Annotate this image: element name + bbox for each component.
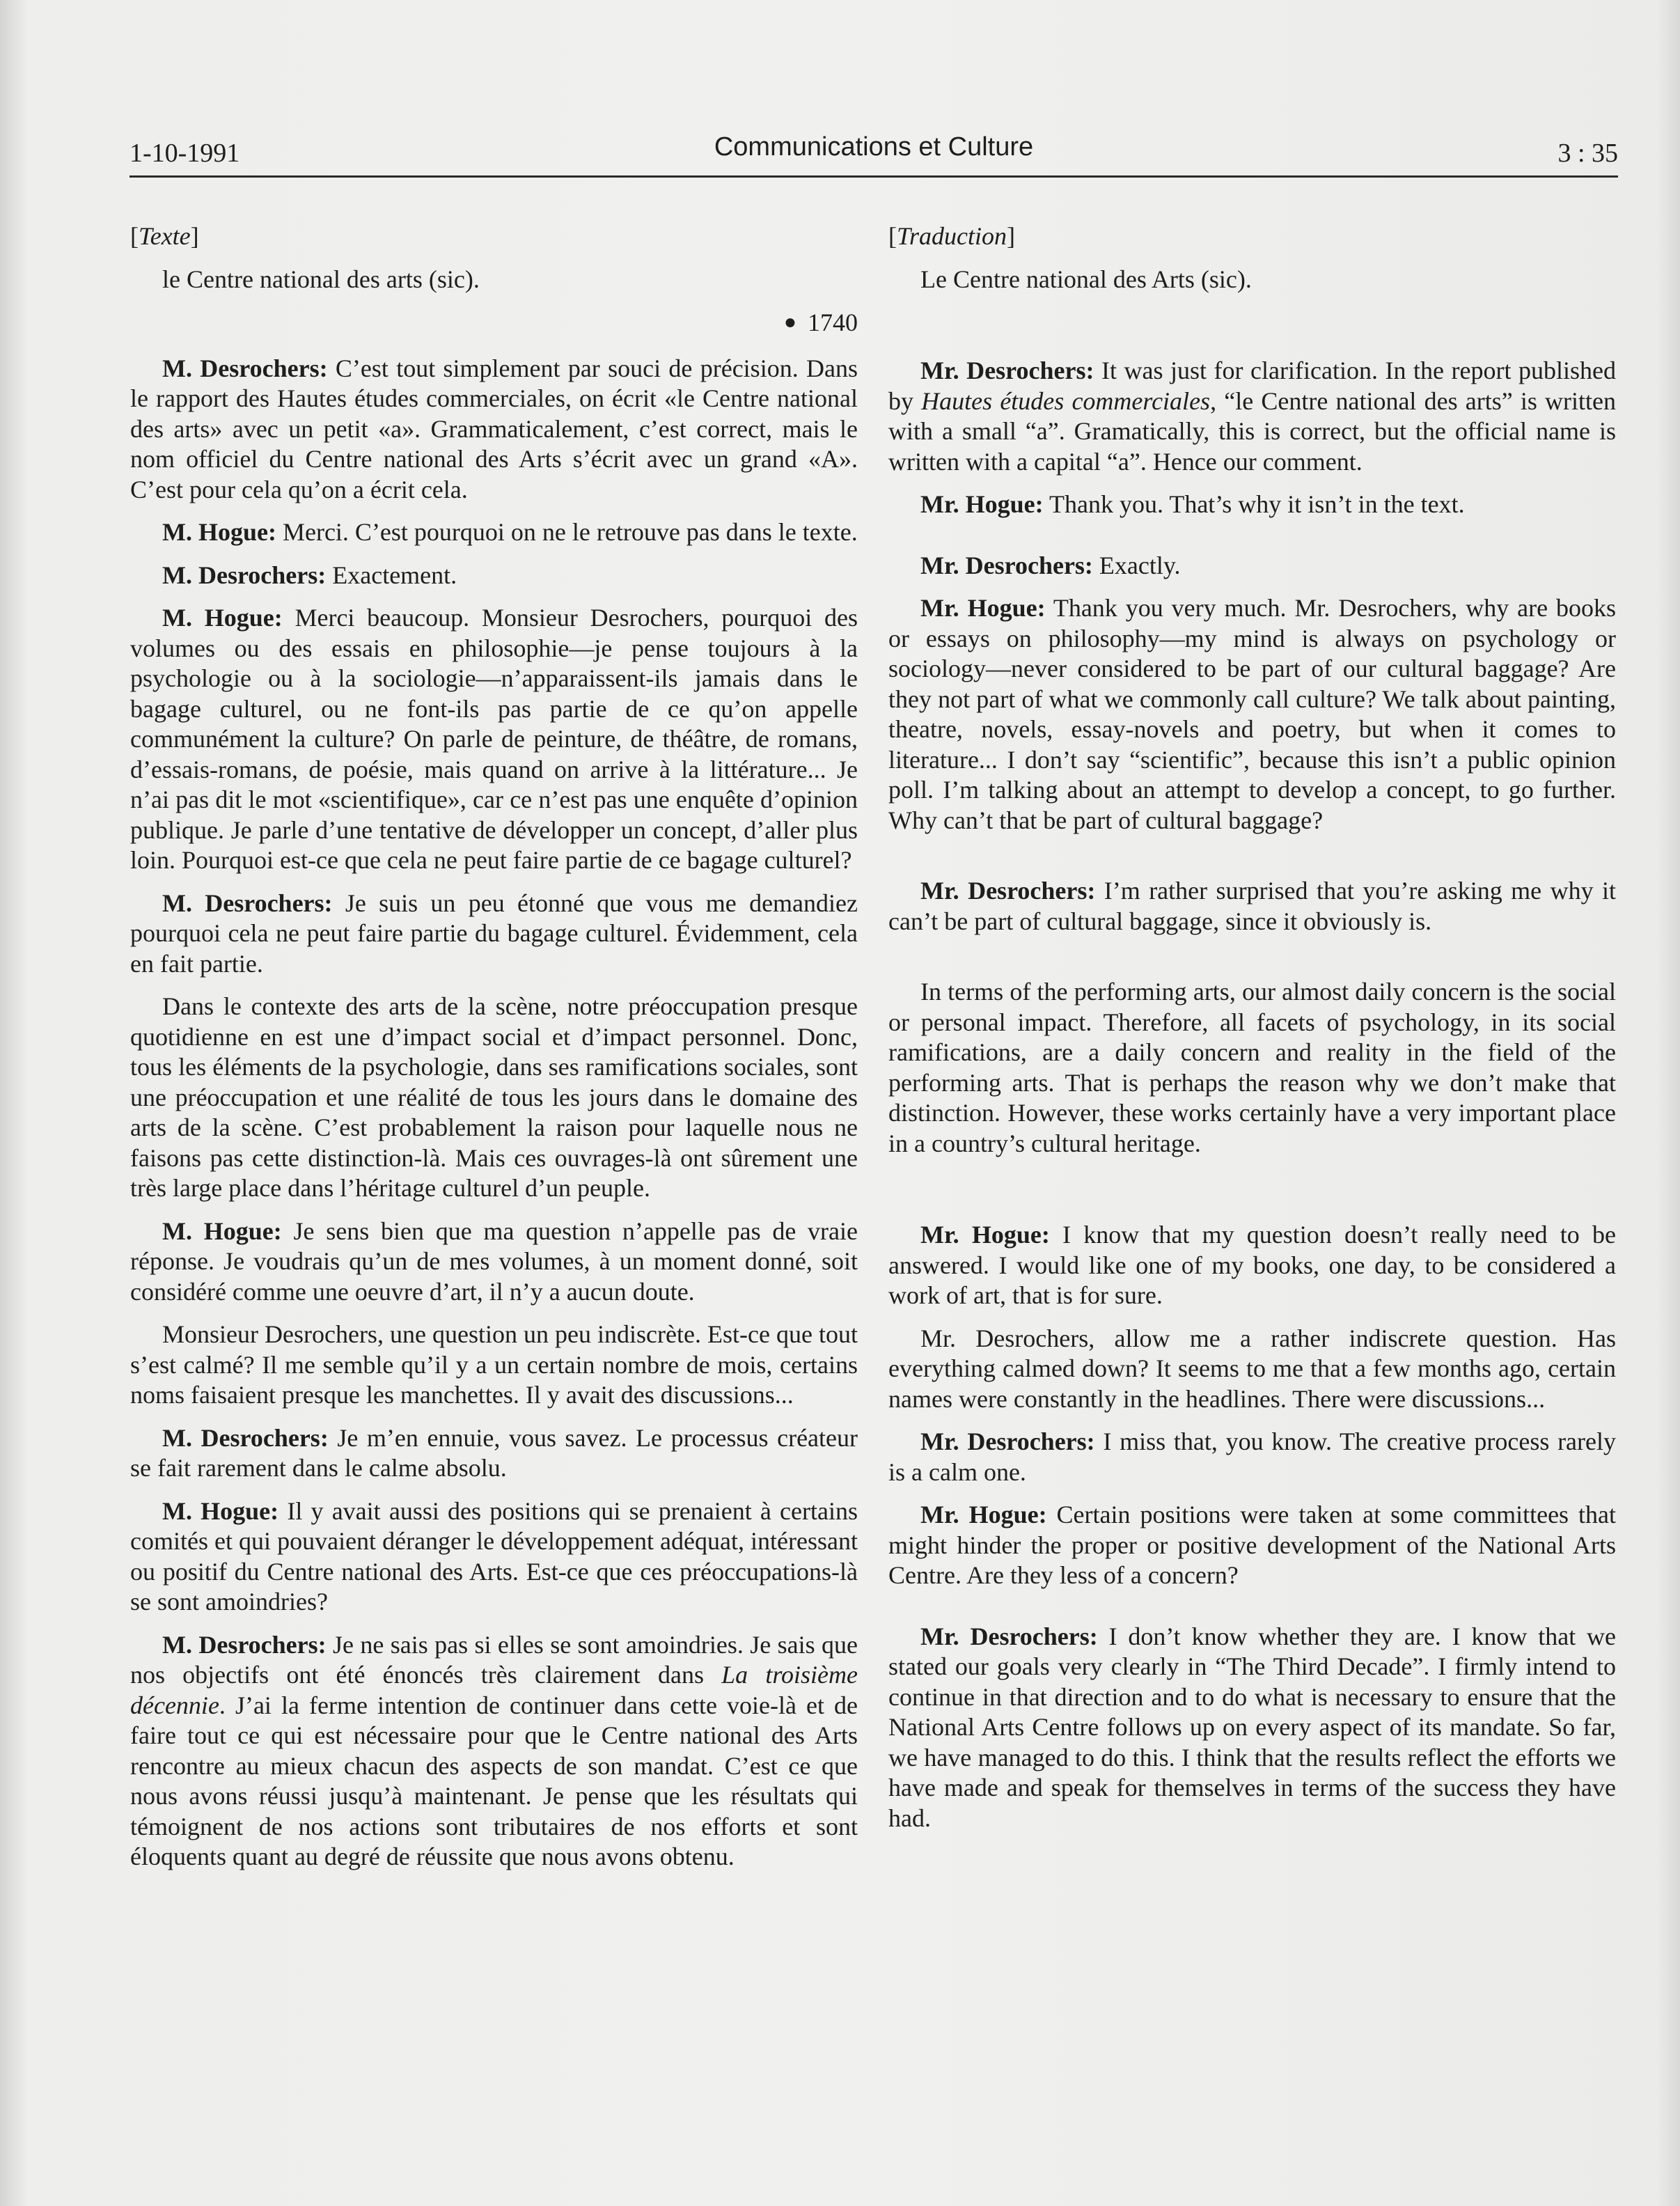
column-label-traduction: [Traduction] (888, 222, 1016, 250)
speaker-name: M. Desrochers: (162, 561, 327, 589)
speaker-name: Mr. Hogue: (920, 490, 1044, 518)
column-label-texte: [Texte] (130, 222, 199, 250)
italic-title: La troisième décennie (130, 1661, 858, 1719)
speaker-name: M. Desrochers: (162, 354, 328, 382)
paragraph: M. Hogue: Merci. C’est pourquoi on ne le retrouve pas dans le texte. (162, 518, 858, 546)
speaker-name: Mr. Desrochers: (920, 1622, 1098, 1650)
header-page-number: 3 : 35 (1557, 139, 1618, 168)
paragraph: Mr. Desrochers: I’m rather surprised that you’re asking me why it can’t be part of cultural baggage, since it obviously is. (888, 877, 1616, 935)
paragraph: Monsieur Desrochers, une question un peu indiscrète. Est-ce que tout s’est calmé? Il me semble qu’il y a un certain nombre de mois, certains noms faisaient presque les manchettes. Il y avait des discussions... (130, 1320, 858, 1409)
paragraph: M. Desrochers: Je m’en ennuie, vous savez. Le processus créateur se fait rarement dans le calme absolu. (130, 1423, 858, 1482)
paragraph: M. Hogue: Merci beaucoup. Monsieur Desrochers, pourquoi des volumes ou des essais en philosophie—je pense toujours à la psychologie ou à la sociologie—n’apparaissent-ils jamais dans le bagage culturel, ou ne font-ils pas partie de ce qu’on appelle communément la culture? On parle de peinture, de théâtre, de romans, d’essais-romans, de poésie, mais quand on arrive à la littérature... Je n’ai pas dit le mot «scientifique», car ce n’est pas une enquête d’opinion publique. Je parle d’une tentative de développer un concept, d’aller plus loin. Pourquoi est-ce que cela ne peut faire partie de ce bagage culturel? (130, 604, 858, 874)
french-column (130, 221, 858, 1885)
paragraph: Mr. Desrochers: Exactly. (920, 551, 1181, 579)
paragraph: M. Hogue: Il y avait aussi des positions qui se prenaient à certains comités et qui pouvaient déranger le développement adéquat, intéressant ou positif du Centre national des Arts. Est-ce que ces préoccupations-là se sont amoindries? (130, 1496, 858, 1616)
speaker-name: Mr. Hogue: (920, 1221, 1050, 1249)
paragraph: Mr. Desrochers: I miss that, you know. The creative process rarely is a calm one. (888, 1427, 1617, 1486)
paragraph: Mr. Desrochers: I don’t know whether they are. I know that we stated our goals very clearly in “The Third Decade”. I firmly intend to continue in that direction and to do what is necessary to ensure that the National Arts Centre follows up on every aspect of its mandate. So far, we have managed to do this. I think that the results reflect the efforts we have made and speak for themselves in terms of the success they have had. (888, 1622, 1616, 1832)
paragraph: Mr. Desrochers, allow me a rather indiscrete question. Has everything calmed down? It seems to me that a few months ago, certain names were constantly in the headlines. There were discussions... (888, 1324, 1616, 1413)
paragraph: M. Hogue: Je sens bien que ma question n’appelle pas de vraie réponse. Je voudrais qu’un de mes volumes, à un moment donné, soit considéré comme une oeuvre d’art, il n’y a aucun doute. (130, 1217, 858, 1306)
speaker-name: M. Hogue: (162, 604, 283, 632)
speaker-name: Mr. Desrochers: (920, 551, 1093, 579)
paragraph: M. Desrochers: C’est tout simplement par souci de précision. Dans le rapport des Hautes études commerciales, on écrit «le Centre national des arts» avec un petit «a». Grammaticalement, c’est correct, mais le nom officiel du Centre national des Arts s’écrit avec un grand «A». C’est pour cela qu’on a écrit cela. (130, 354, 858, 503)
header-title: Communications et Culture (714, 132, 1034, 162)
speaker-name: M. Hogue: (162, 1496, 279, 1525)
paragraph: Dans le contexte des arts de la scène, notre préoccupation presque quotidienne en est une d’impact social et d’impact personnel. Donc, tous les éléments de la psychologie, dans ses ramifications sociales, sont une préoccupation et une réalité de tous les jours dans le domaine des arts de la scène. C’est probablement la raison pour laquelle nous ne faisons pas cette distinction-là. Mais ces ouvrages-là ont sûrement une très large place dans l’héritage culturel d’un peuple. (130, 992, 858, 1202)
speaker-name: Mr. Hogue: (920, 1501, 1047, 1528)
speaker-name: M. Desrochers: (162, 889, 333, 917)
paragraph: Mr. Hogue: Thank you. That’s why it isn’t in the text. (920, 490, 1465, 518)
italic-title: Hautes études commerciales (921, 386, 1211, 415)
speaker-name: Mr. Desrochers: (920, 1427, 1095, 1455)
paragraph: Mr. Desrochers: It was just for clarification. In the report published by Hautes études commerciales, “le Centre national des arts” is written with a small “a”. Gramatically, this is correct, but the official name is written with a capital “a”. Hence our comment. (888, 357, 1617, 476)
speaker-name: Mr. Desrochers: (920, 877, 1096, 905)
speaker-name: M. Hogue: (162, 518, 276, 546)
paragraph: le Centre national des arts (sic). (162, 265, 480, 293)
bullet-icon: ● (783, 311, 796, 334)
speaker-name: Mr. Desrochers: (920, 357, 1094, 384)
speaker-name: M. Desrochers: (162, 1630, 327, 1659)
page-header (129, 132, 1618, 178)
header-date: 1-10-1991 (129, 139, 240, 168)
paragraph: Mr. Hogue: Thank you very much. Mr. Desrochers, why are books or essays on philosophy—my mind is always on psychology or sociology—never considered to be part of our cultural baggage? Are they not part of what we commonly call culture? We talk about painting, theatre, novels, essay-novels and poetry, but when it comes to literature... I don’t say “scientific”, because this isn’t a public opinion poll. I’m talking about an attempt to develop a concept, to go further. Why can’t that be part of cultural baggage? (888, 594, 1616, 834)
paragraph: M. Desrochers: Exactement. (162, 561, 457, 589)
paragraph: M. Desrochers: Je ne sais pas si elles se sont amoindries. Je sais que nos objectifs ont été énoncés très clairement dans La troisième décennie. J’ai la ferme intention de continuer dans cette voie-là et de faire tout ce qui est nécessaire pour que le Centre national des Arts rencontre au mieux chacun des aspects de son mandat. C’est ce que nous avons réussi jusqu’à maintenant. Je pense que les résultats qui témoignent de nos actions sont tributaires de nos efforts et sont éloquents quant au degré de réussite que nous avons obtenu. (130, 1630, 858, 1870)
paragraph: M. Desrochers: Je suis un peu étonné que vous me demandiez pourquoi cela ne peut faire partie du bagage culturel. Évidemment, cela en fait partie. (130, 889, 858, 978)
speaker-name: M. Desrochers: (162, 1423, 329, 1452)
paragraph: In terms of the performing arts, our almost daily concern is the social or personal impact. Therefore, all facets of psychology, in its social ramifications, are a daily concern and reality in the field of the performing arts. That is perhaps the reason why we don’t make that distinction. However, these works certainly have a very important place in a country’s cultural heritage. (888, 978, 1616, 1157)
english-column (888, 221, 1616, 1846)
paragraph: Mr. Hogue: I know that my question doesn’t really need to be answered. I would like one of my books, one day, to be considered a work of art, that is for sure. (888, 1221, 1616, 1309)
speaker-name: Mr. Hogue: (920, 594, 1046, 622)
speaker-name: M. Hogue: (162, 1217, 282, 1245)
paragraph: Mr. Hogue: Certain positions were taken at some committees that might hinder the proper or positive development of the National Arts Centre. Are they less of a concern? (888, 1501, 1616, 1589)
paragraph: Le Centre national des Arts (sic). (920, 265, 1252, 293)
time-marker: ● 1740 (783, 308, 858, 336)
